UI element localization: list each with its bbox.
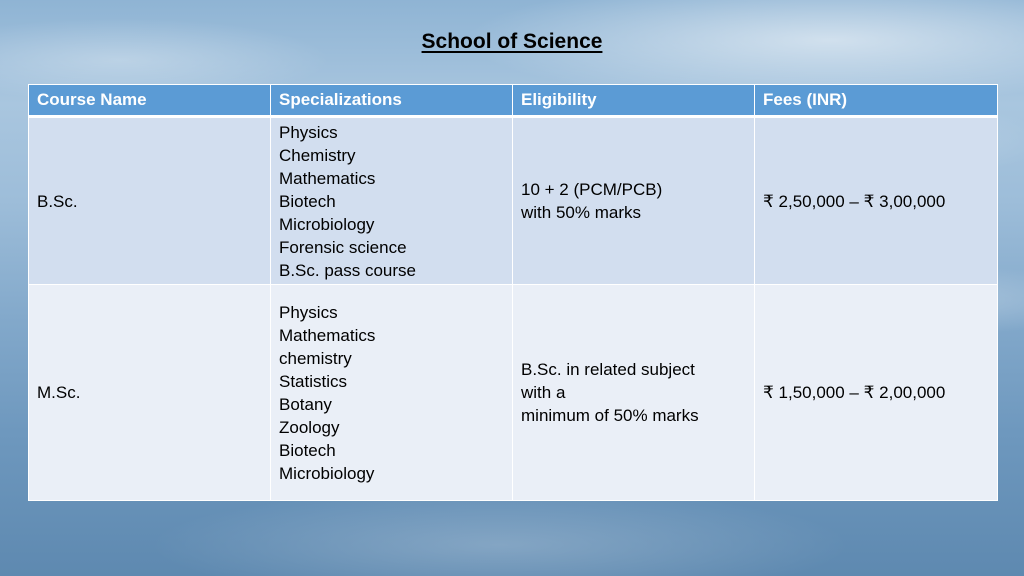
course-table [28,84,998,501]
fees-cell: ₹ 2,50,000 – ₹ 3,00,000 [755,117,998,285]
eligibility-cell [513,117,755,285]
eligibility-cell [513,285,755,501]
header-specializations: Specializations [271,85,513,117]
list-item: Chemistry [279,145,356,165]
header-course-name: Course Name [29,85,271,117]
list-item: Physics [279,302,338,322]
eligibility-line: B.Sc. in related subject [521,360,695,379]
eligibility-line: with 50% marks [521,203,641,222]
specializations-list [279,301,504,485]
list-item: Biotech [279,191,336,211]
eligibility-line: 10 + 2 (PCM/PCB) [521,180,663,199]
list-item: Zoology [279,417,340,437]
page-title: School of Science [421,30,603,53]
table-header-row [29,85,998,117]
specializations-cell [271,285,513,501]
course-name-cell: B.Sc. [29,117,271,285]
table-row [29,285,998,501]
course-name-cell: M.Sc. [29,285,271,501]
eligibility-line: with a [521,383,566,402]
fees-cell: ₹ 1,50,000 – ₹ 2,00,000 [755,285,998,501]
list-item: Statistics [279,371,348,391]
list-item: Microbiology [279,214,375,234]
list-item: Biotech [279,440,336,460]
list-item: Botany [279,394,332,414]
list-item: B.Sc. pass course [279,260,417,280]
list-item: Microbiology [279,463,375,483]
header-eligibility: Eligibility [513,85,755,117]
header-fees: Fees (INR) [755,85,998,117]
table-row [29,117,998,285]
specializations-cell [271,117,513,285]
list-item: Mathematics [279,168,376,188]
list-item: Forensic science [279,237,407,257]
list-item: chemistry [279,348,352,368]
list-item: Mathematics [279,325,376,345]
specializations-list [279,121,504,282]
eligibility-line: minimum of 50% marks [521,406,699,425]
list-item: Physics [279,122,338,142]
